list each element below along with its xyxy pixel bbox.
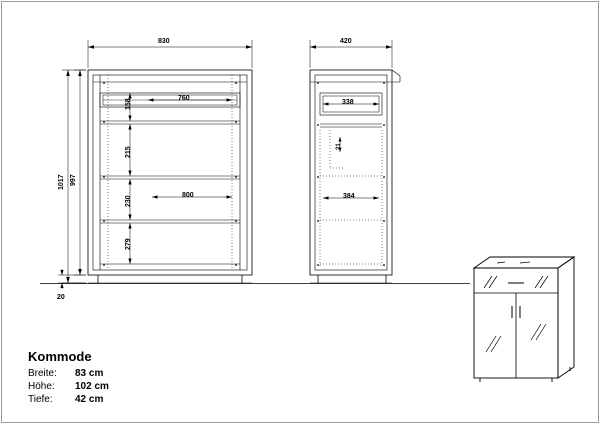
dim-compartment-4-height: 279 (125, 238, 132, 250)
spec-label-width: Breite: (28, 368, 57, 379)
dim-side-top-inner: 338 (342, 99, 354, 106)
dim-compartment-2-height: 215 (125, 146, 132, 158)
dim-plinth-height: 20 (57, 294, 65, 301)
spec-label-height: Höhe: (28, 381, 55, 392)
spec-value-width: 83 cm (75, 368, 104, 379)
spec-label-depth: Tiefe: (28, 394, 53, 405)
dim-compartment-3-height: 230 (125, 195, 132, 207)
spec-value-height: 102 cm (75, 381, 109, 392)
dim-total-height: 1017 (58, 174, 65, 190)
dim-drawer-height: 158 (125, 98, 132, 110)
dim-body-height: 997 (70, 174, 77, 186)
dim-side-rail: 21 (336, 143, 342, 150)
dim-inner-width: 800 (182, 192, 194, 199)
spec-value-depth: 42 cm (75, 394, 104, 405)
dim-side-inner-depth: 384 (343, 193, 355, 200)
dim-front-width: 830 (158, 38, 170, 45)
dim-drawer-inner-width: 760 (178, 95, 190, 102)
product-title: Kommode (28, 349, 92, 364)
dim-side-depth: 420 (340, 38, 352, 45)
